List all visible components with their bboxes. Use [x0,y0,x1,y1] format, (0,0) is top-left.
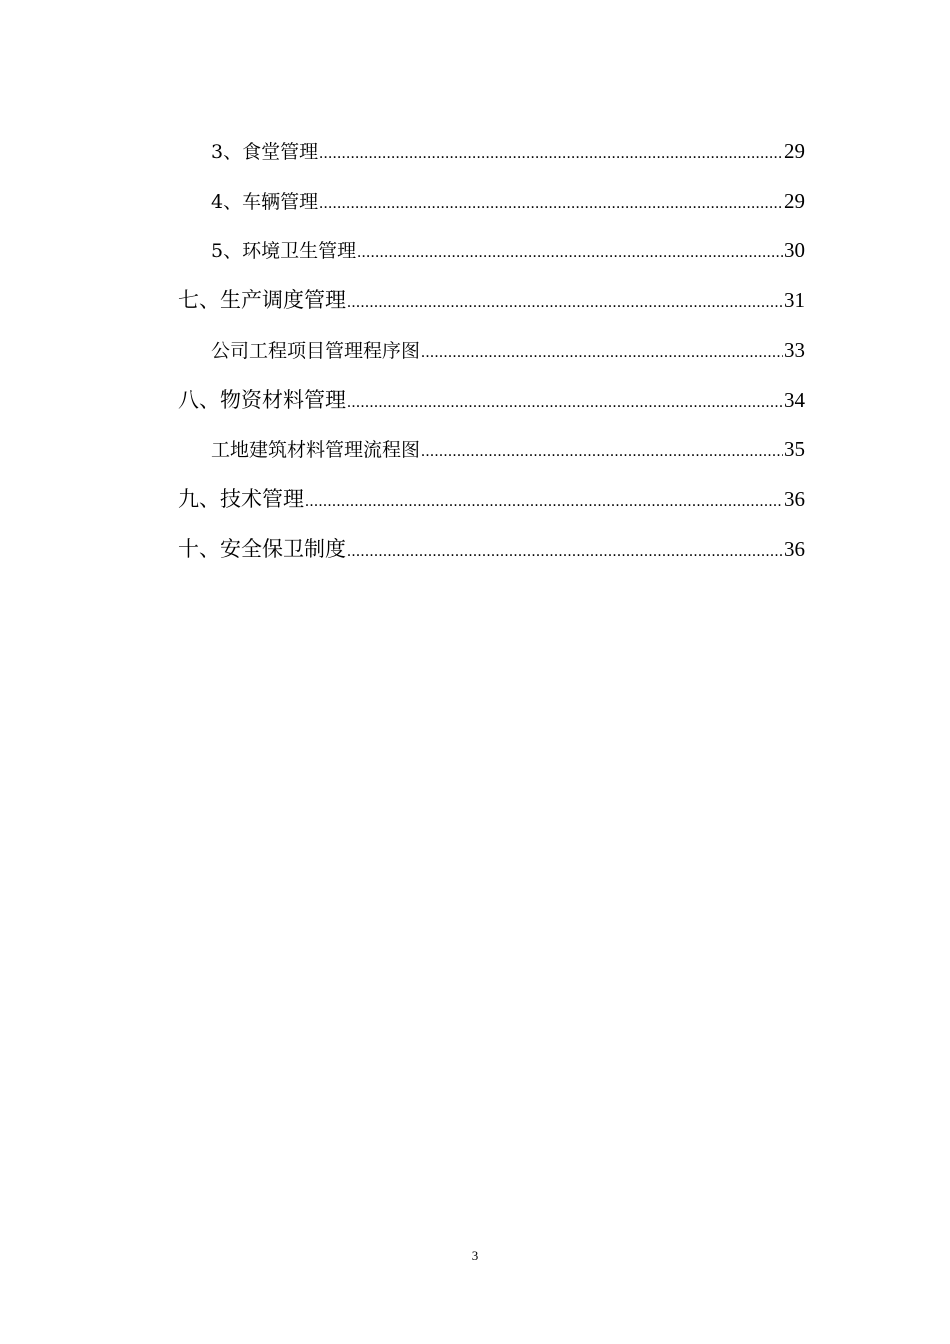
toc-entry-page: 30 [784,238,805,262]
toc-entry-page: 35 [784,437,805,461]
toc-entry-page: 36 [784,487,805,511]
toc-dot-leader [421,437,783,467]
toc-entry-sanitation-management[interactable] [211,235,805,265]
toc-entry-title: 七、生产调度管理 [178,288,346,312]
toc-entry-page: 34 [784,388,805,412]
toc-entry-title: 4、车辆管理 [211,191,319,213]
toc-entry-technical-management[interactable] [178,484,805,514]
toc-entry-production-dispatch[interactable] [178,285,805,315]
toc-entry-title: 工地建筑材料管理流程图 [211,439,421,461]
toc-entry-page: 31 [784,288,805,312]
toc-entry-page: 33 [784,338,805,362]
toc-dot-leader [357,238,783,268]
toc-entry-title: 八、物资材料管理 [178,388,346,412]
toc-dot-leader [347,537,783,567]
toc-entry-project-procedure-chart[interactable] [211,335,805,365]
toc-entry-materials-management[interactable] [178,385,805,415]
toc-dot-leader [319,189,783,219]
toc-dot-leader [347,388,783,418]
toc-entry-title: 5、环境卫生管理 [211,240,357,262]
toc-entry-page: 29 [784,139,805,163]
toc-dot-leader [421,338,783,368]
toc-entry-vehicle-management[interactable] [211,186,805,216]
toc-entry-title: 十、安全保卫制度 [178,537,346,561]
toc-entry-page: 29 [784,189,805,213]
toc-entry-title: 九、技术管理 [178,487,304,511]
toc-entry-page: 36 [784,537,805,561]
toc-entry-site-materials-flowchart[interactable] [211,434,805,464]
toc-dot-leader [347,288,783,318]
toc-dot-leader [305,487,783,517]
page-number: 3 [471,1248,479,1263]
toc-entry-security-system[interactable] [178,534,805,564]
toc-dot-leader [319,139,783,169]
toc-entry-title: 3、食堂管理 [211,141,319,163]
toc-entry-title: 公司工程项目管理程序图 [211,340,421,362]
toc-entry-canteen-management[interactable] [211,136,805,166]
